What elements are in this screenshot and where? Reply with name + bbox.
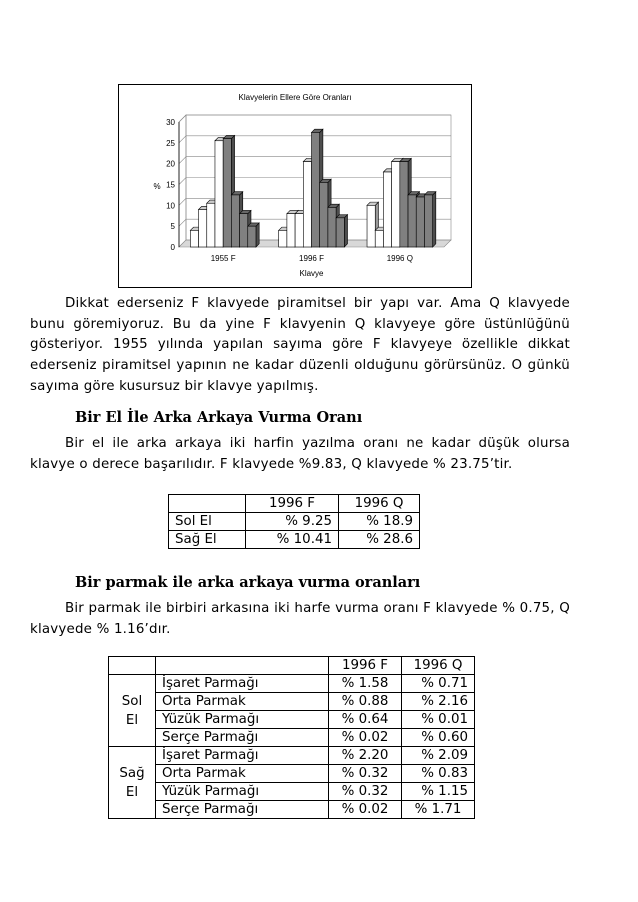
table-row	[109, 801, 475, 819]
bar	[295, 214, 303, 247]
y-axis-label: %	[153, 182, 161, 191]
x-tick-label: 1996 Q	[386, 254, 413, 263]
bar-chart	[118, 84, 472, 288]
f-value: % 0.32	[329, 783, 402, 801]
q-value: % 1.15	[402, 783, 475, 801]
bar	[207, 203, 215, 247]
x-axis-label: Klavye	[299, 269, 324, 278]
y-tick-label: 0	[170, 243, 175, 252]
bar	[424, 195, 432, 247]
bar	[408, 195, 416, 247]
heading-one-finger: Bir parmak ile arka arkaya vurma oranları	[75, 574, 421, 591]
bar	[320, 182, 328, 247]
bar	[375, 230, 383, 247]
bar-side	[344, 215, 347, 247]
q-value: % 2.09	[402, 747, 475, 765]
heading-one-hand: Bir El İle Arka Arkaya Vurma Oranı	[75, 409, 363, 426]
bar	[190, 230, 198, 247]
bar	[248, 226, 256, 247]
finger-name: İşaret Parmağı	[156, 747, 329, 765]
chart-title: Klavyelerin Ellere Göre Oranları	[238, 93, 352, 102]
row-label: Sol El	[169, 513, 246, 531]
table-row	[109, 711, 475, 729]
q-value: % 2.16	[402, 693, 475, 711]
table-header-cell: 1996 F	[329, 657, 402, 675]
table-header-cell: 1996 Q	[402, 657, 475, 675]
bar	[240, 214, 248, 247]
q-value: % 0.01	[402, 711, 475, 729]
y-tick-label: 30	[166, 118, 175, 127]
finger-name: Serçe Parmağı	[156, 801, 329, 819]
finger-name: Serçe Parmağı	[156, 729, 329, 747]
table-header-blank	[109, 657, 156, 675]
hand-rate-table	[168, 494, 420, 549]
table-row	[109, 729, 475, 747]
y-tick-label: 20	[166, 159, 175, 169]
finger-name: Yüzük Parmağı	[156, 711, 329, 729]
finger-name: Yüzük Parmağı	[156, 783, 329, 801]
bar	[392, 162, 400, 247]
q-value: % 18.9	[339, 513, 420, 531]
bar	[215, 141, 223, 247]
table-header-row	[109, 657, 475, 675]
y-tick-label: 25	[166, 138, 175, 148]
bar-side	[256, 223, 259, 247]
table-row	[169, 513, 420, 531]
f-value: % 0.32	[329, 765, 402, 783]
f-value: % 9.25	[246, 513, 339, 531]
f-value: % 0.02	[329, 801, 402, 819]
bar-side	[433, 192, 436, 247]
table-row	[109, 783, 475, 801]
f-value: % 2.20	[329, 747, 402, 765]
q-value: % 1.71	[402, 801, 475, 819]
table-row	[169, 531, 420, 549]
x-tick-label: 1955 F	[210, 254, 236, 263]
bar	[223, 139, 231, 247]
y-tick-label: 10	[166, 201, 175, 211]
table-header-blank	[156, 657, 329, 675]
table-row	[109, 747, 475, 765]
table-row	[109, 693, 475, 711]
q-value: % 0.60	[402, 729, 475, 747]
q-value: % 28.6	[339, 531, 420, 549]
row-label: Sağ El	[169, 531, 246, 549]
f-value: % 0.88	[329, 693, 402, 711]
bar	[416, 197, 424, 247]
finger-name: Orta Parmak	[156, 765, 329, 783]
chart-gridline	[179, 115, 451, 122]
finger-rate-table	[108, 656, 475, 819]
table-header-blank	[169, 495, 246, 513]
table-row	[109, 765, 475, 783]
f-value: % 0.64	[329, 711, 402, 729]
f-value: % 0.02	[329, 729, 402, 747]
f-value: % 10.41	[246, 531, 339, 549]
bar-chart-svg	[119, 85, 471, 287]
bar	[287, 214, 295, 247]
table-header-cell: 1996 Q	[339, 495, 420, 513]
table-header-cell: 1996 F	[246, 495, 339, 513]
x-tick-label: 1996 F	[299, 254, 324, 263]
bar	[336, 218, 344, 247]
bar	[367, 205, 375, 247]
paragraph-one-hand: Bir el ile arka arkaya iki harfin yazılma oranı ne kadar düşük olursa klavye o derece başarılıdır. F klavyede %9.83, Q klavyede % 23.75’tir.	[30, 436, 570, 472]
paragraph-one-finger: Bir parmak ile birbiri arkasına iki harfe vurma oranı F klavyede % 0.75, Q klavyede % 1.16’dır.	[30, 601, 570, 637]
q-value: % 0.71	[402, 675, 475, 693]
finger-name: Orta Parmak	[156, 693, 329, 711]
paragraph-pyramid: Dikkat ederseniz F klavyede piramitsel bir yapı var. Ama Q klavyede bunu göremiyoruz. Bu da yine F klavyenin Q klavyeye göre üstünlüğünü gösteriyor. 1955 yılında yapılan sayıma göre F klavyeye özellikle dikkat ederseniz piramitsel yapının ne kadar düzenli olduğunu görürsünüz. O günkü sayıma göre kusursuz bir klavye yapılmış.	[30, 296, 570, 394]
bar	[312, 132, 320, 247]
q-value: % 0.83	[402, 765, 475, 783]
bar	[383, 172, 391, 247]
finger-name: İşaret Parmağı	[156, 675, 329, 693]
f-value: % 1.58	[329, 675, 402, 693]
bar	[303, 162, 311, 247]
group-label-right: Sağ El	[109, 747, 156, 819]
y-tick-label: 5	[170, 222, 175, 232]
table-header-row	[169, 495, 420, 513]
group-label-left: Sol El	[109, 675, 156, 747]
table-row	[109, 675, 475, 693]
bar	[199, 210, 207, 248]
bar	[279, 230, 287, 247]
bar	[328, 207, 336, 247]
bar	[400, 162, 408, 247]
bar	[231, 195, 239, 247]
y-tick-label: 15	[166, 180, 175, 190]
